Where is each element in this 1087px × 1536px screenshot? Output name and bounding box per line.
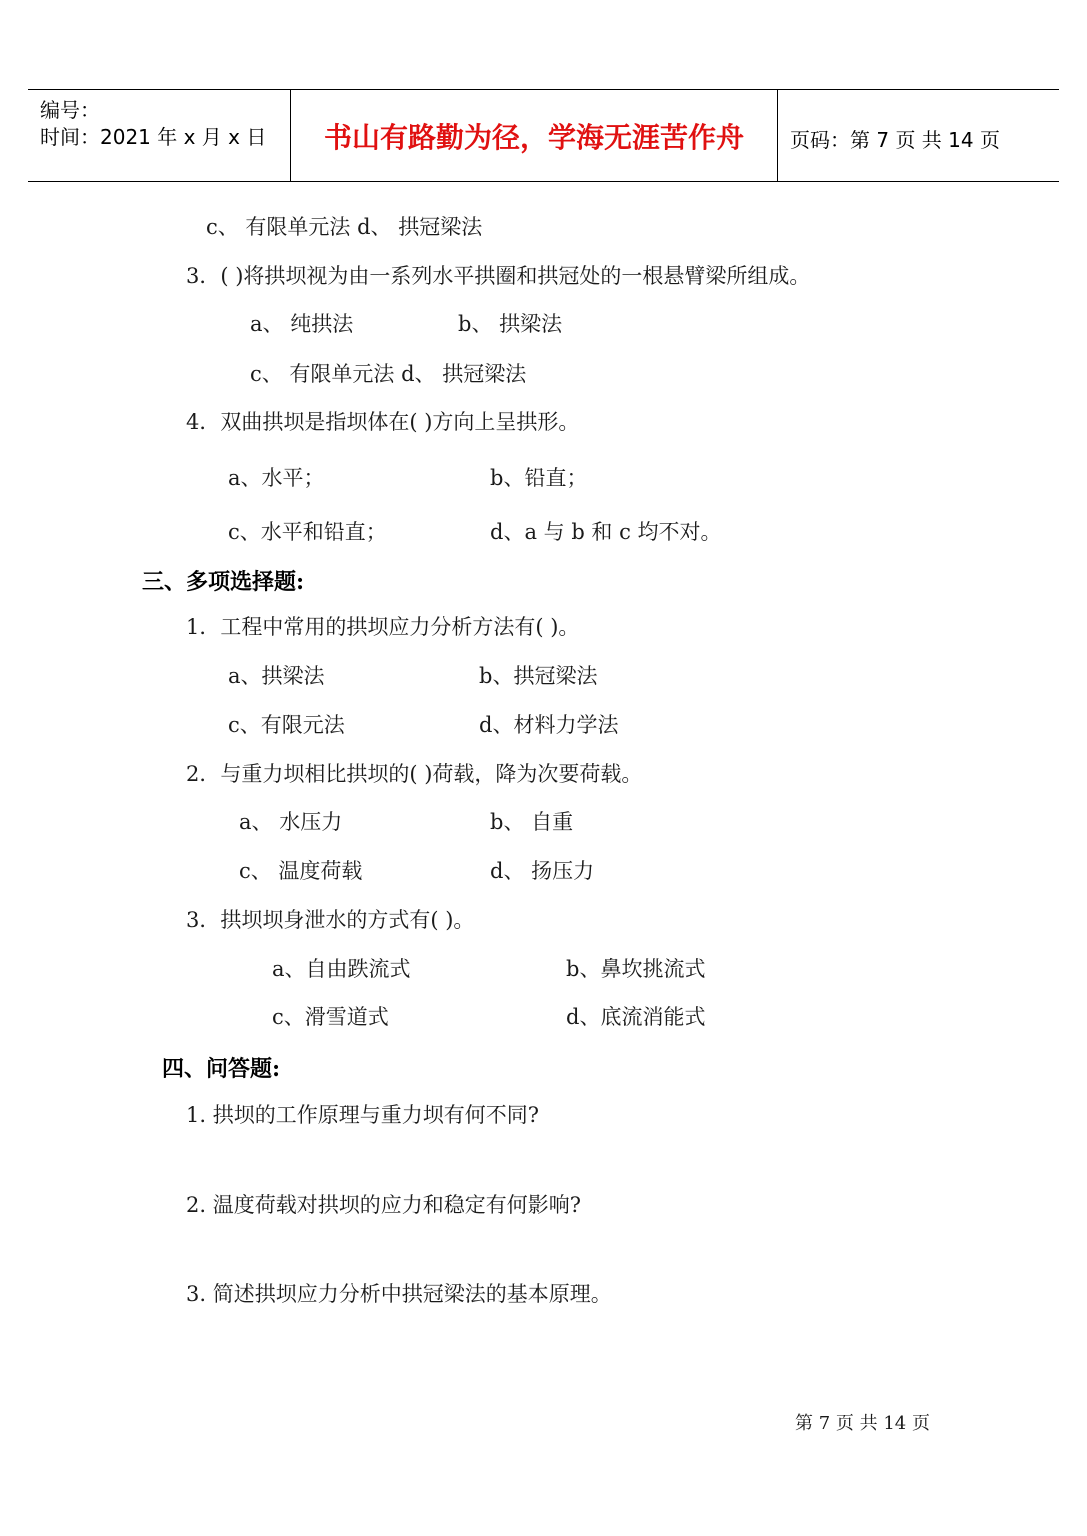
option-line: a、拱梁法 [228,664,325,688]
option-line: d、a 与 b 和 c 均不对。 [490,520,722,544]
option-line: c、 有限单元法 d、 拱冠梁法 [250,362,527,386]
option-line: c、滑雪道式 [272,1005,389,1029]
page-footer: 第 7 页 共 14 页 [795,1413,930,1434]
question-line: 2．与重力坝相比拱坝的( )荷载，降为次要荷载。 [186,762,643,786]
option-line: c、 有限单元法 d、 拱冠梁法 [206,215,483,239]
option-line: a、 纯拱法 [250,312,354,336]
option-line: b、 自重 [490,810,574,834]
page-code: 页码：第 7 页 共 14 页 [790,128,1000,152]
question-line: 3．拱坝坝身泄水的方式有( )。 [186,908,475,932]
option-line: a、水平； [228,466,325,490]
option-line: d、 扬压力 [490,859,595,883]
option-line: d、材料力学法 [479,713,619,737]
serial-label: 编号： [40,98,100,122]
question-line: 2. 温度荷载对拱坝的应力和稳定有何影响? [186,1193,581,1217]
option-line: b、鼻坎挑流式 [566,957,706,981]
time-label: 时间：2021 年 x 月 x 日 [40,125,267,149]
motto-title: 书山有路勤为径，学海无涯苦作舟 [323,121,744,154]
option-line: c、有限元法 [228,713,345,737]
question-line: 4．双曲拱坝是指坝体在( )方向上呈拱形。 [186,410,580,434]
section-heading: 三、多项选择题: [142,569,305,595]
option-line: b、 拱梁法 [458,312,563,336]
section-heading: 四、问答题: [162,1056,281,1082]
page-header [28,89,1059,182]
option-line: d、底流消能式 [566,1005,706,1029]
option-line: c、 温度荷载 [239,859,363,883]
option-line: c、水平和铅直； [228,520,387,544]
option-line: a、 水压力 [239,810,343,834]
question-line: 1. 拱坝的工作原理与重力坝有何不同? [186,1103,539,1127]
option-line: a、自由跌流式 [272,957,411,981]
question-line: 3. 简述拱坝应力分析中拱冠梁法的基本原理。 [186,1282,612,1306]
option-line: b、拱冠梁法 [479,664,598,688]
option-line: b、铅直； [490,466,588,490]
question-line: 3．( )将拱坝视为由一系列水平拱圈和拱冠处的一根悬臂梁所组成。 [186,264,811,288]
question-line: 1．工程中常用的拱坝应力分析方法有( )。 [186,615,580,639]
